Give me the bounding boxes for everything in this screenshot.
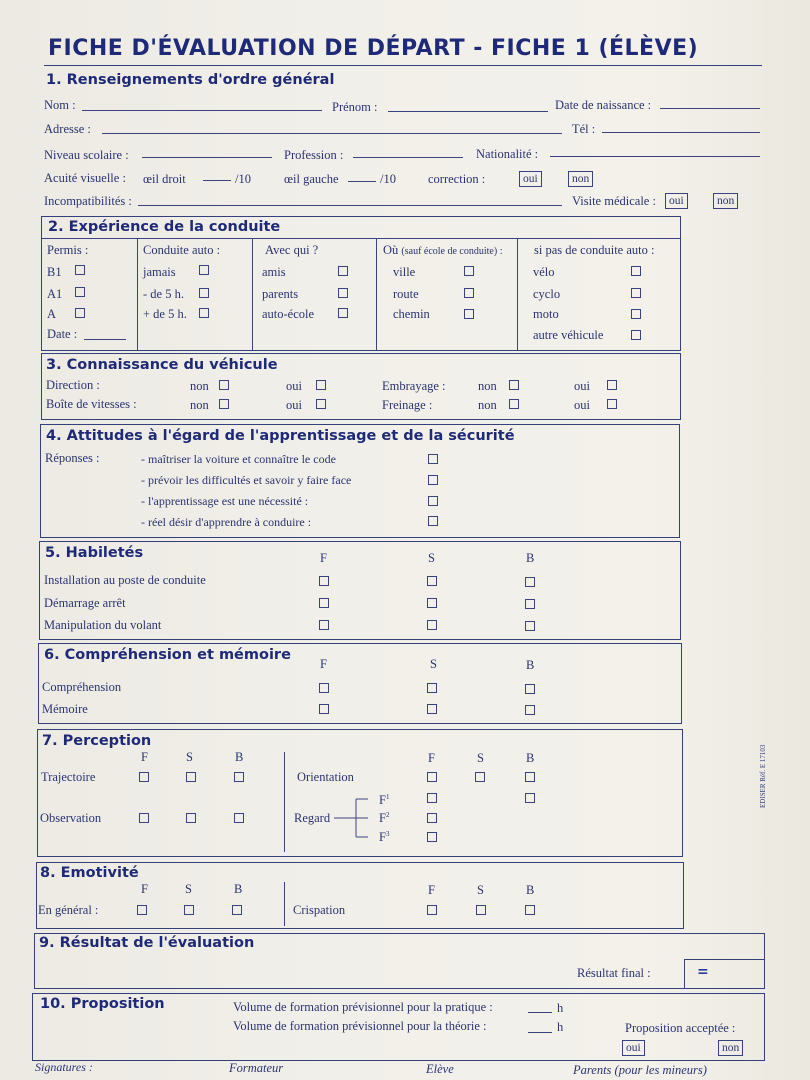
installation-s-checkbox[interactable] [427,576,437,586]
col-s: S [428,551,435,565]
acceptee-label: Proposition acceptée : [625,1021,736,1035]
formateur-label: Formateur [229,1061,284,1075]
theorie-unit: h [557,1020,564,1034]
section-9-heading: 9. Résultat de l'évaluation [39,935,255,951]
embrayage-non-label: non [478,379,497,393]
boite-label: Boîte de vitesses : [46,397,137,411]
col-f: F [320,551,327,565]
ou-item: route [393,287,419,301]
direction-non-label: non [190,379,209,393]
installation-f-checkbox[interactable] [319,576,329,586]
trajectoire-f-checkbox[interactable] [139,772,149,782]
demarrage-b-checkbox[interactable] [525,599,535,609]
sipas-item: vélo [533,265,555,279]
embrayage-oui-checkbox[interactable] [607,380,617,390]
col-s: S [477,883,484,897]
tel-field[interactable] [602,132,760,133]
col-f: F [428,883,435,897]
memoire-b-checkbox[interactable] [525,705,535,715]
visite-non-box[interactable]: non [713,193,738,209]
date-label: Date : [47,327,78,341]
crispation-f-checkbox[interactable] [427,905,437,915]
pratique-field[interactable] [528,1012,552,1013]
attitude-item: - maîtriser la voiture et connaître le code [141,452,336,466]
regard-f3-label [379,830,389,845]
prenom-label: Prénom : [332,100,378,114]
regard-f2-checkbox[interactable] [427,813,437,823]
section-7-heading: 7. Perception [42,733,152,749]
section-2-divider [252,239,253,350]
conduite-plus5-checkbox[interactable] [199,308,209,318]
direction-label: Direction : [46,378,100,392]
embrayage-label: Embrayage : [382,379,446,393]
boite-non-checkbox[interactable] [219,399,229,409]
observation-f-checkbox[interactable] [139,813,149,823]
orientation-s-checkbox[interactable] [475,772,485,782]
oeil-droit-field[interactable] [203,180,231,181]
permis-a1-checkbox[interactable] [75,287,85,297]
observation-label: Observation [40,811,102,825]
regard-f1-text: F [379,793,386,808]
ou-item: ville [393,265,416,279]
niveau-field[interactable] [142,157,272,158]
section-2-divider [517,239,518,350]
trajectoire-b-checkbox[interactable] [234,772,244,782]
avec-item: auto-école [262,307,315,321]
ou-chemin-checkbox[interactable] [464,309,474,319]
section-4-heading: 4. Attitudes à l'égard de l'apprentissage et de la sécurité [46,428,515,444]
equals-sign: = [697,964,709,980]
avec-label: Avec qui ? [265,243,319,257]
oeil-gauche-label: œil gauche [284,172,339,186]
naissance-field[interactable] [660,108,760,109]
orientation-f-checkbox[interactable] [427,772,437,782]
nationalite-label: Nationalité : [476,147,539,161]
general-f-checkbox[interactable] [137,905,147,915]
observation-s-checkbox[interactable] [186,813,196,823]
avec-amis-checkbox[interactable] [338,266,348,276]
visite-label: Visite médicale : [572,194,656,208]
col-b: B [526,658,535,672]
col-f: F [141,750,148,764]
attitude-1-checkbox[interactable] [428,454,438,464]
demarrage-f-checkbox[interactable] [319,598,329,608]
embrayage-non-checkbox[interactable] [509,380,519,390]
general-label: En général : [38,903,99,917]
col-b: B [526,751,535,765]
crispation-s-checkbox[interactable] [476,905,486,915]
acuite-label: Acuité visuelle : [44,171,126,185]
boite-oui-label: oui [286,398,302,412]
sipas-cyclo-checkbox[interactable] [631,288,641,298]
ou-note: (sauf école de conduite) : [401,246,503,257]
general-b-checkbox[interactable] [232,905,242,915]
oeil-droit-unit: /10 [235,172,251,186]
memoire-f-checkbox[interactable] [319,704,329,714]
conduite-jamais-checkbox[interactable] [199,265,209,275]
section-6-heading: 6. Compréhension et mémoire [44,647,291,663]
freinage-non-checkbox[interactable] [509,399,519,409]
direction-non-checkbox[interactable] [219,380,229,390]
freinage-non-label: non [478,398,497,412]
orientation-label: Orientation [297,770,354,784]
adresse-label: Adresse : [44,122,91,136]
profession-label: Profession : [284,148,344,162]
col-s: S [186,750,193,764]
avec-autoecole-checkbox[interactable] [338,308,348,318]
regard-bracket [334,795,384,841]
correction-label: correction : [428,172,486,186]
col-b: B [235,750,244,764]
regard-f3-checkbox[interactable] [427,832,437,842]
permis-b1-checkbox[interactable] [75,265,85,275]
habilete-item: Installation au poste de conduite [44,573,206,587]
volant-f-checkbox[interactable] [319,620,329,630]
col-b: B [526,551,535,565]
col-s: S [185,882,192,896]
date-field[interactable] [84,339,126,340]
col-b: B [234,882,243,896]
freinage-oui-checkbox[interactable] [607,399,617,409]
nom-label: Nom : [44,98,76,112]
sipas-moto-checkbox[interactable] [631,309,641,319]
signatures-label: Signatures : [35,1060,93,1074]
trajectoire-s-checkbox[interactable] [186,772,196,782]
observation-b-checkbox[interactable] [234,813,244,823]
attitude-3-checkbox[interactable] [428,496,438,506]
regard-f2-text: F [379,811,386,826]
volant-s-checkbox[interactable] [427,620,437,630]
regard-f1-checkbox[interactable] [427,793,437,803]
oeil-gauche-unit: /10 [380,172,396,186]
memoire-label: Mémoire [42,702,88,716]
ou-label [383,243,502,258]
sipas-velo-checkbox[interactable] [631,266,641,276]
section-8-heading: 8. Emotivité [40,865,139,881]
habilete-item: Manipulation du volant [44,618,162,632]
nationalite-field[interactable] [550,156,760,157]
sipas-autre-checkbox[interactable] [631,330,641,340]
orientation-b-checkbox[interactable] [525,772,535,782]
section-3-heading: 3. Connaissance du véhicule [46,357,278,373]
crispation-label: Crispation [293,903,346,917]
regard-f2-label [379,811,389,826]
ou-route-checkbox[interactable] [464,288,474,298]
volant-b-checkbox[interactable] [525,621,535,631]
incompat-label: Incompatibilités : [44,194,132,208]
freinage-label: Freinage : [382,398,433,412]
oeil-droit-label: œil droit [143,172,186,186]
section-2-divider [137,239,138,350]
col-b: B [526,883,535,897]
theorie-field[interactable] [528,1032,552,1033]
resultat-final-label: Résultat final : [577,966,651,980]
section-10-heading: 10. Proposition [40,996,165,1012]
incompat-field[interactable] [138,205,562,206]
boite-non-label: non [190,398,209,412]
attitude-4-checkbox[interactable] [428,516,438,526]
regard-f1-sup: 1 [385,793,390,801]
visite-oui-box[interactable]: oui [665,193,688,209]
adresse-field[interactable] [102,133,562,134]
pratique-label: Volume de formation prévisionnel pour la pratique : [233,1000,493,1014]
attitude-item: - réel désir d'apprendre à conduire : [141,515,312,529]
regard-f2-sup: 2 [385,811,390,819]
regard-f1-label [379,793,389,808]
section-7-divider [284,752,285,852]
sipas-item: moto [533,307,559,321]
eleve-label: Elève [426,1062,454,1076]
permis-item: A1 [47,287,63,301]
avec-parents-checkbox[interactable] [338,288,348,298]
col-f: F [428,751,435,765]
sipas-item: autre véhicule [533,328,604,342]
acceptee-oui-box[interactable]: oui [622,1040,645,1056]
section-1-heading: 1. Renseignements d'ordre général [46,72,335,88]
memoire-s-checkbox[interactable] [427,704,437,714]
conduite-item: jamais [143,265,176,279]
permis-item: A [47,307,57,321]
conduite-item: - de 5 h. [143,287,184,301]
nom-field[interactable] [82,110,322,111]
theorie-label: Volume de formation prévisionnel pour la théorie : [233,1019,487,1033]
correction-oui-box[interactable]: oui [519,171,542,187]
side-reference: EDISER Réf. E 17103 [759,744,767,808]
sipas-item: cyclo [533,287,561,301]
ou-ville-checkbox[interactable] [464,266,474,276]
crispation-b-checkbox[interactable] [525,905,535,915]
profession-field[interactable] [353,157,463,158]
form-title: FICHE D'ÉVALUATION DE DÉPART - FICHE 1 (ÉLÈVE) [48,36,699,61]
reponses-label: Réponses : [45,451,100,465]
pratique-unit: h [557,1001,564,1015]
naissance-label: Date de naissance : [555,98,652,112]
comprehension-b-checkbox[interactable] [525,684,535,694]
comprehension-label: Compréhension [42,680,122,694]
comprehension-s-checkbox[interactable] [427,683,437,693]
regard-label: Regard [294,811,331,825]
avec-item: amis [262,265,286,279]
installation-b-checkbox[interactable] [525,577,535,587]
prenom-field[interactable] [388,111,548,112]
col-s: S [430,657,437,671]
attitude-item: - prévoir les difficultés et savoir y faire face [141,473,352,487]
col-s: S [477,751,484,765]
correction-non-box[interactable]: non [568,171,593,187]
niveau-label: Niveau scolaire : [44,148,129,162]
embrayage-oui-label: oui [574,379,590,393]
permis-a-checkbox[interactable] [75,308,85,318]
permis-item: B1 [47,265,62,279]
boite-oui-checkbox[interactable] [316,399,326,409]
regard-f3-sup: 3 [385,830,390,838]
section-2-divider [376,239,377,350]
comprehension-f-checkbox[interactable] [319,683,329,693]
ou-text: Où [383,243,399,257]
demarrage-s-checkbox[interactable] [427,598,437,608]
trajectoire-label: Trajectoire [41,770,96,784]
title-rule [44,65,762,66]
regard-b1-checkbox[interactable] [525,793,535,803]
attitude-2-checkbox[interactable] [428,475,438,485]
general-s-checkbox[interactable] [184,905,194,915]
freinage-oui-label: oui [574,398,590,412]
section-2-heading: 2. Expérience de la conduite [48,219,281,235]
section-5-heading: 5. Habiletés [45,545,144,561]
ou-item: chemin [393,307,430,321]
conduite-moins5-checkbox[interactable] [199,288,209,298]
col-f: F [320,657,327,671]
conduite-label: Conduite auto : [143,243,221,257]
oeil-gauche-field[interactable] [348,181,376,182]
direction-oui-label: oui [286,379,302,393]
conduite-item: + de 5 h. [143,307,187,321]
col-f: F [141,882,148,896]
sipas-label: si pas de conduite auto : [534,243,655,257]
parents-label: Parents (pour les mineurs) [573,1063,707,1077]
tel-label: Tél : [572,122,596,136]
permis-label: Permis : [47,243,89,257]
habilete-item: Démarrage arrêt [44,596,126,610]
direction-oui-checkbox[interactable] [316,380,326,390]
regard-f3-text: F [379,830,386,845]
section-8-divider [284,882,285,926]
avec-item: parents [262,287,299,301]
attitude-item: - l'apprentissage est une nécessité : [141,494,309,508]
acceptee-non-box[interactable]: non [718,1040,743,1056]
